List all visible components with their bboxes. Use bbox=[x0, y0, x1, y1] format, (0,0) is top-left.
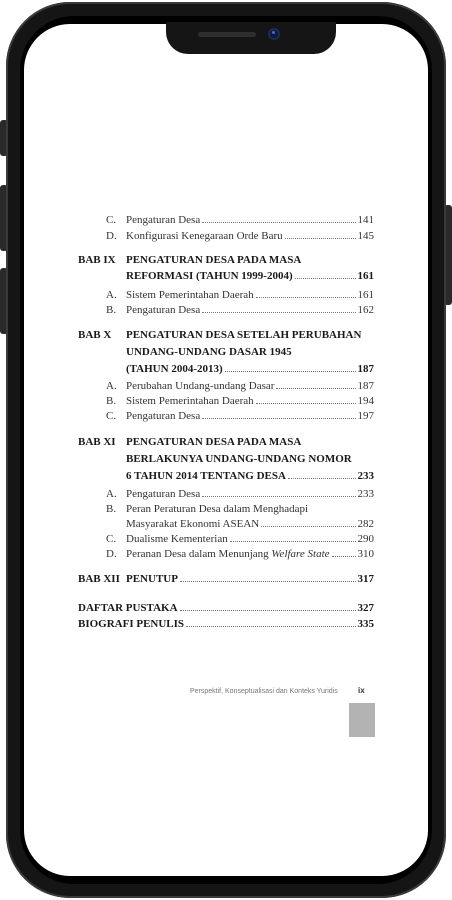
toc-entry-text: Pengaturan Desa bbox=[126, 410, 201, 422]
chapter-title-line: 6 TAHUN 2014 TENTANG DESA bbox=[126, 470, 286, 482]
toc-letter: A. bbox=[106, 289, 117, 301]
running-title: Perspektif, Konseptualisasi dan Konteks Yuridis bbox=[190, 688, 338, 695]
toc-entry-page: 282 bbox=[357, 518, 374, 530]
toc-entry-10a[interactable] bbox=[126, 378, 374, 394]
leader-dots bbox=[202, 408, 355, 419]
toc-entry-11d[interactable] bbox=[126, 546, 374, 562]
toc-entry-text: Perubahan Undang-undang Dasar bbox=[126, 380, 275, 392]
leader-dots bbox=[180, 571, 356, 582]
toc-entry-page: 335 bbox=[357, 618, 374, 630]
toc-entry-page: 197 bbox=[357, 410, 374, 422]
toc-entry-10c[interactable] bbox=[126, 408, 374, 424]
leader-dots bbox=[202, 486, 355, 497]
toc-entry-text-regular: Peranan Desa dalam Menunjang bbox=[126, 548, 272, 560]
page-tab-marker bbox=[349, 703, 375, 737]
toc-entry-page: 161 bbox=[357, 289, 374, 301]
leader-dots bbox=[202, 212, 355, 223]
leader-dots bbox=[261, 516, 355, 527]
toc-entry-text: Pengaturan Desa bbox=[126, 214, 201, 226]
leader-dots bbox=[285, 228, 356, 239]
toc-entry-text: DAFTAR PUSTAKA bbox=[78, 602, 178, 614]
toc-entry-8c[interactable] bbox=[126, 212, 374, 228]
leader-dots bbox=[180, 600, 356, 611]
toc-entry-text bbox=[126, 546, 330, 562]
toc-letter: B. bbox=[106, 503, 117, 515]
toc-entry-page: 317 bbox=[357, 573, 374, 585]
chapter-title-line: PENGATURAN DESA SETELAH PERUBAHAN bbox=[126, 329, 362, 341]
leader-dots bbox=[230, 531, 356, 542]
toc-entry-text-italic: Welfare State bbox=[271, 548, 330, 560]
toc-letter: C. bbox=[106, 533, 117, 545]
chapter-title-line: PENGATURAN DESA PADA MASA bbox=[126, 254, 302, 266]
toc-entry-11c[interactable] bbox=[126, 531, 374, 547]
chapter-title-line: REFORMASI (TAHUN 1999-2004) bbox=[126, 270, 293, 282]
toc-entry-9b[interactable] bbox=[126, 302, 374, 318]
toc-letter: A. bbox=[106, 488, 117, 500]
leader-dots bbox=[202, 302, 355, 313]
toc-entry-page: 187 bbox=[357, 380, 374, 392]
leader-dots bbox=[295, 268, 356, 279]
toc-letter: C. bbox=[106, 410, 117, 422]
toc-entry-text: Masyarakat Ekonomi ASEAN bbox=[126, 518, 260, 530]
page-number: ix bbox=[358, 686, 365, 695]
toc-entry-text: Peran Peraturan Desa dalam Menghadapi bbox=[126, 503, 309, 515]
toc-entry-page: 162 bbox=[357, 304, 374, 316]
toc-chapter-12[interactable] bbox=[126, 571, 374, 587]
leader-dots bbox=[225, 361, 356, 372]
toc-entry-page: 145 bbox=[357, 230, 374, 242]
toc-letter: C. bbox=[106, 214, 117, 226]
chapter-title-line: PENGATURAN DESA PADA MASA bbox=[126, 436, 302, 448]
chapter-label: BAB XI bbox=[78, 436, 116, 448]
toc-entry-11b[interactable] bbox=[126, 516, 374, 532]
toc-entry-page: 141 bbox=[357, 214, 374, 226]
toc-entry-text: Dualisme Kementerian bbox=[126, 533, 228, 545]
toc-chapter-11[interactable] bbox=[126, 468, 374, 484]
toc-daftar-pustaka[interactable] bbox=[78, 600, 374, 616]
toc-entry-text: Sistem Pemerintahan Daerah bbox=[126, 395, 254, 407]
chapter-title-line: (TAHUN 2004-2013) bbox=[126, 363, 223, 375]
chapter-label: BAB XII bbox=[78, 573, 120, 585]
chapter-title-line: UNDANG-UNDANG DASAR 1945 bbox=[126, 346, 292, 358]
toc-entry-page: 161 bbox=[357, 270, 374, 282]
toc-entry-page: 327 bbox=[357, 602, 374, 614]
toc-entry-page: 290 bbox=[357, 533, 374, 545]
chapter-label: BAB X bbox=[78, 329, 112, 341]
leader-dots bbox=[332, 546, 356, 557]
toc-letter: D. bbox=[106, 230, 117, 242]
toc-biografi-penulis[interactable] bbox=[78, 616, 374, 632]
toc-entry-9a[interactable] bbox=[126, 287, 374, 303]
toc-entry-11a[interactable] bbox=[126, 486, 374, 502]
toc-entry-page: 233 bbox=[357, 488, 374, 500]
leader-dots bbox=[276, 378, 355, 389]
toc-entry-page: 194 bbox=[357, 395, 374, 407]
chapter-label: BAB IX bbox=[78, 254, 116, 266]
toc-entry-text: Pengaturan Desa bbox=[126, 304, 201, 316]
toc-entry-text: Sistem Pemerintahan Daerah bbox=[126, 289, 254, 301]
toc-chapter-9[interactable] bbox=[126, 268, 374, 284]
toc-letter: D. bbox=[106, 548, 117, 560]
toc-entry-10b[interactable] bbox=[126, 393, 374, 409]
chapter-title-line: PENUTUP bbox=[126, 573, 178, 585]
toc-entry-page: 187 bbox=[357, 363, 374, 375]
leader-dots bbox=[186, 616, 355, 627]
leader-dots bbox=[256, 393, 356, 404]
toc-letter: B. bbox=[106, 395, 117, 407]
toc-letter: A. bbox=[106, 380, 117, 392]
toc-entry-page: 233 bbox=[357, 470, 374, 482]
toc-entry-page: 310 bbox=[357, 548, 374, 560]
toc-entry-text: BIOGRAFI PENULIS bbox=[78, 618, 185, 630]
toc-entry-text: Pengaturan Desa bbox=[126, 488, 201, 500]
toc-entry-text: Konfigurasi Kenegaraan Orde Baru bbox=[126, 230, 283, 242]
toc-chapter-10[interactable] bbox=[126, 361, 374, 377]
chapter-title-line: BERLAKUNYA UNDANG-UNDANG NOMOR bbox=[126, 453, 352, 465]
toc-entry-8d[interactable] bbox=[126, 228, 374, 244]
toc-letter: B. bbox=[106, 304, 117, 316]
leader-dots bbox=[256, 287, 356, 298]
leader-dots bbox=[288, 468, 356, 479]
